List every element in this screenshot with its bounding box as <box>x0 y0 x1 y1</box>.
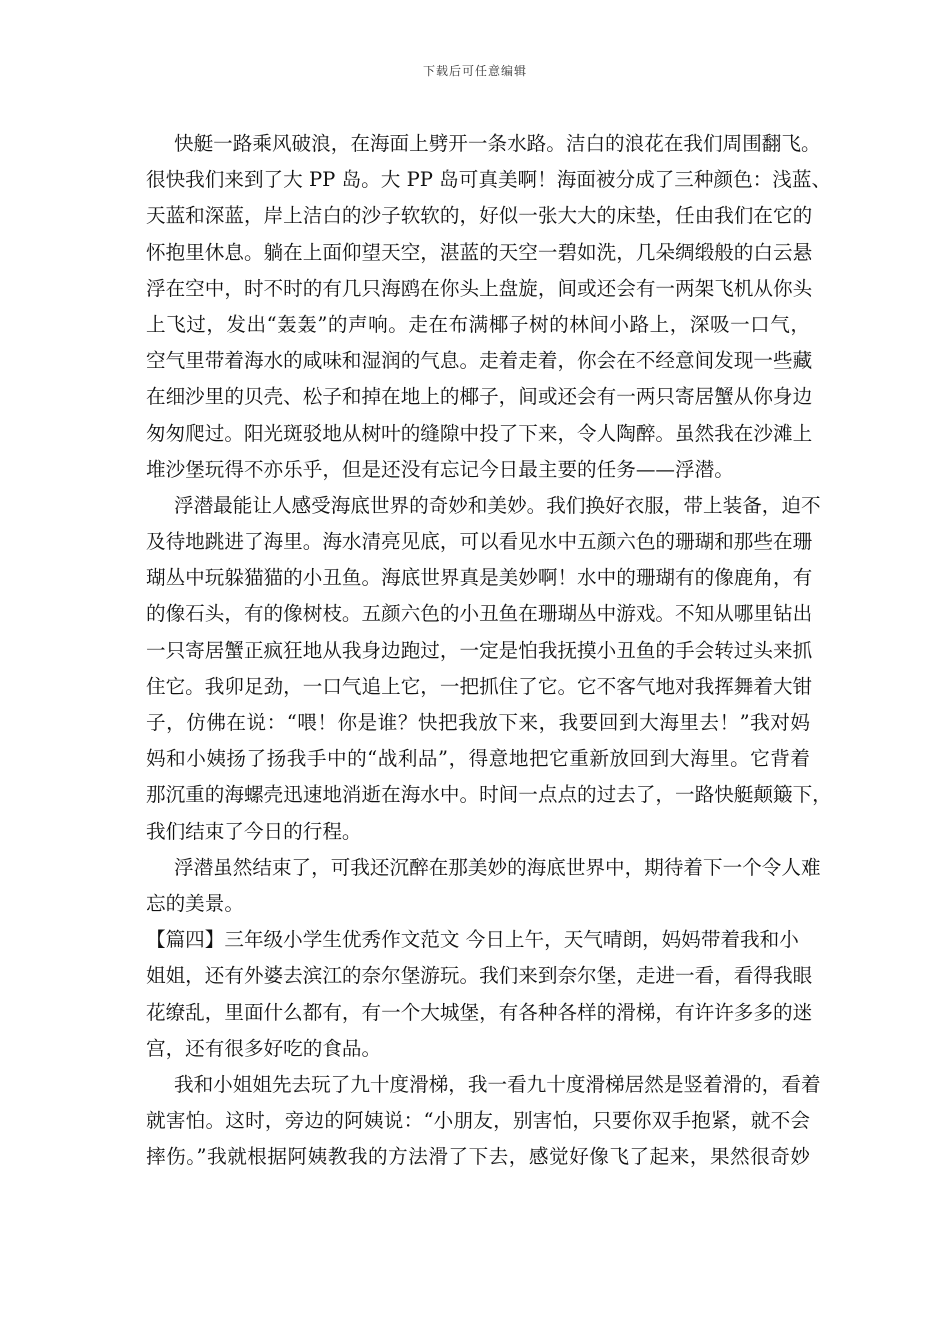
text-line: 很快我们来到了大 PP 岛。大 PP 岛可真美啊！海面被分成了三种颜色：浅蓝、 <box>146 168 832 192</box>
text-line: 及待地跳进了海里。海水清亮见底，可以看见水中五颜六色的珊瑚和那些在珊 <box>146 530 813 554</box>
text-line: 宫，还有很多好吃的食品。 <box>146 1036 382 1060</box>
text-line: 上飞过，发出“轰轰”的声响。走在布满椰子树的林间小路上，深吸一口气， <box>146 312 810 336</box>
text-line: 天蓝和深蓝，岸上洁白的沙子软软的，好似一张大大的床垫，任由我们在它的 <box>146 204 813 228</box>
text-line: 住它。我卯足劲，一口气追上它，一把抓住了它。它不客气地对我挥舞着大钳 <box>146 674 813 698</box>
text-line: 怀抱里休息。躺在上面仰望天空，湛蓝的天空一碧如洗，几朵绸缎般的白云悬 <box>146 240 813 264</box>
text-line: 浮潜虽然结束了，可我还沉醉在那美妙的海底世界中，期待着下一个令人难 <box>174 855 821 879</box>
text-line: 在细沙里的贝壳、松子和掉在地上的椰子，间或还会有一两只寄居蟹从你身边 <box>146 385 813 409</box>
text-line: 浮潜最能让人感受海底世界的奇妙和美妙。我们换好衣服，带上装备，迫不 <box>174 493 821 517</box>
text-line: 摔伤。”我就根据阿姨教我的方法滑了下去，感觉好像飞了起来，果然很奇妙 <box>146 1145 810 1169</box>
text-line: 匆匆爬过。阳光斑驳地从树叶的缝隙中投了下来，令人陶醉。虽然我在沙滩上 <box>146 421 813 445</box>
page-header: 下载后可任意编辑 <box>422 64 527 78</box>
text-line: 妈和小姨扬了扬我手中的“战利品”，得意地把它重新放回到大海里。它背着 <box>146 747 810 771</box>
text-line: 一只寄居蟹正疯狂地从我身边跑过，一定是怕我抚摸小丑鱼的手会转过头来抓 <box>146 638 813 662</box>
text-line: 就害怕。这时，旁边的阿姨说：“小朋友，别害怕，只要你双手抱紧，就不会 <box>146 1109 810 1133</box>
text-line: 瑚丛中玩躲猫猫的小丑鱼。海底世界真是美妙啊！水中的珊瑚有的像鹿角，有 <box>146 566 813 590</box>
text-line: 快艇一路乘风破浪，在海面上劈开一条水路。洁白的浪花在我们周围翻飞。 <box>174 132 821 155</box>
text-line: 花缭乱，里面什么都有，有一个大城堡，有各种各样的滑梯，有许许多多的迷 <box>146 1000 813 1024</box>
text-line: 浮在空中，时不时的有几只海鸥在你头上盘旋，间或还会有一两架飞机从你头 <box>146 276 813 300</box>
text-line: 那沉重的海螺壳迅速地消逝在海水中。时间一点点的过去了，一路快艇颠簸下， <box>146 783 832 807</box>
document-body <box>146 126 832 1175</box>
text-line: 堆沙堡玩得不亦乐乎，但是还没有忘记今日最主要的任务——浮潜。 <box>146 457 734 481</box>
text-line: 我们结束了今日的行程。 <box>146 819 362 843</box>
section-heading-line: 【篇四】三年级小学生优秀作文范文 今日上午，天气晴朗，妈妈带着我和小 <box>146 928 799 952</box>
text-line: 子，仿佛在说：“喂！你是谁？快把我放下来，我要回到大海里去！”我对妈 <box>146 711 810 734</box>
text-line: 姐姐，还有外婆去滨江的奈尔堡游玩。我们来到奈尔堡，走进一看，看得我眼 <box>146 964 813 988</box>
text-line: 空气里带着海水的咸味和湿润的气息。走着走着，你会在不经意间发现一些藏 <box>146 349 813 373</box>
text-line: 忘的美景。 <box>146 891 244 915</box>
text-line: 的像石头，有的像树枝。五颜六色的小丑鱼在珊瑚丛中游戏。不知从哪里钻出 <box>146 602 813 626</box>
text-line: 我和小姐姐先去玩了九十度滑梯，我一看九十度滑梯居然是竖着滑的，看着 <box>174 1072 821 1096</box>
